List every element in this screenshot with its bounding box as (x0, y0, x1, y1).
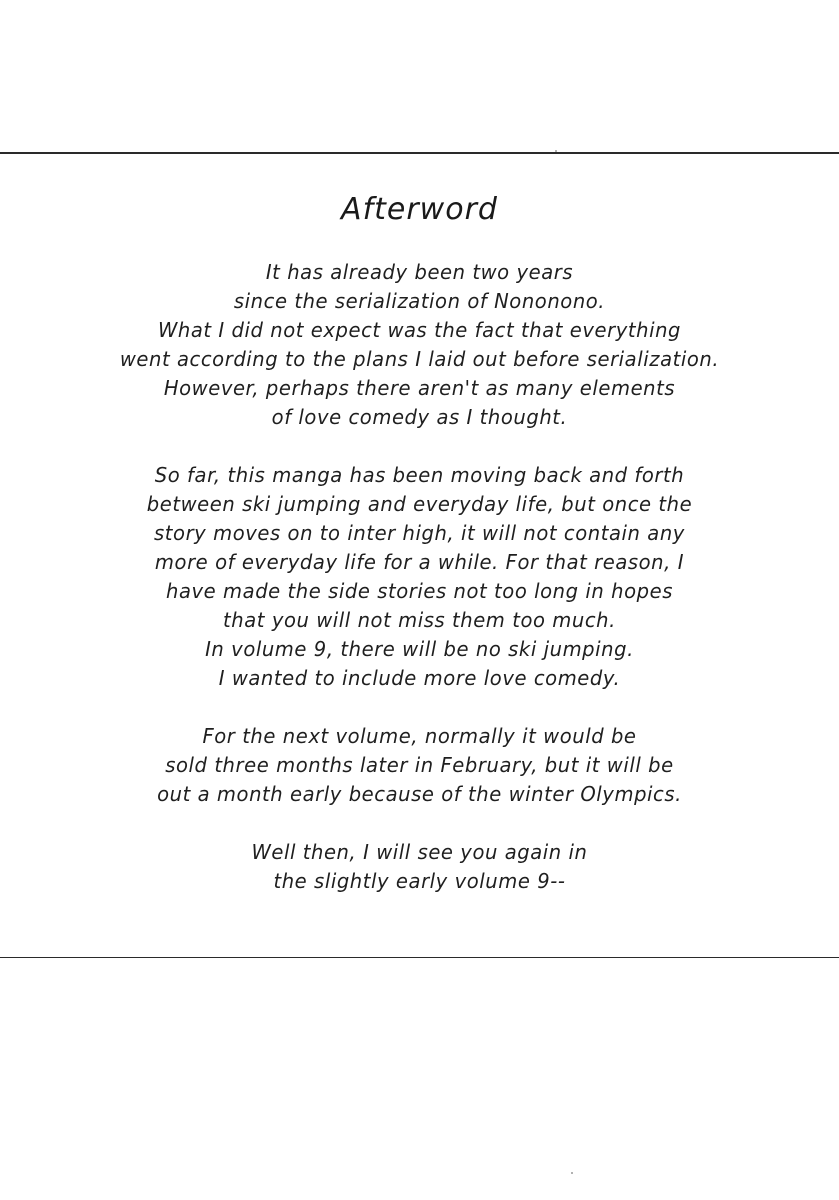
text-line: Well then, I will see you again in (251, 840, 588, 864)
paragraph-2 (0, 461, 839, 693)
paragraph-4 (0, 838, 839, 896)
afterword-section (0, 190, 839, 925)
text-line: of love comedy as I thought. (271, 405, 568, 429)
text-line: out a month early because of the winter Olympics. (157, 782, 682, 806)
paper-speck (555, 150, 557, 152)
bottom-divider (0, 957, 839, 958)
text-line: that you will not miss them too much. (223, 608, 616, 632)
text-line: story moves on to inter high, it will not contain any (154, 521, 685, 545)
text-line: What I did not expect was the fact that everything (157, 318, 682, 342)
text-line: since the serialization of Nononono. (233, 289, 606, 313)
text-line: more of everyday life for a while. For that reason, I (154, 550, 685, 574)
paper-speck (571, 1172, 573, 1174)
text-line: In volume 9, there will be no ski jumping. (205, 637, 634, 661)
text-line: have made the side stories not too long in hopes (165, 579, 673, 603)
text-line: However, perhaps there aren't as many elements (163, 376, 676, 400)
text-line: between ski jumping and everyday life, but once the (146, 492, 693, 516)
text-line: went according to the plans I laid out before serialization. (119, 347, 720, 371)
page-title: Afterword (341, 192, 498, 227)
text-line: the slightly early volume 9-- (273, 869, 566, 893)
text-line: sold three months later in February, but it will be (165, 753, 674, 777)
text-line: For the next volume, normally it would be (202, 724, 637, 748)
text-line: So far, this manga has been moving back and forth (154, 463, 685, 487)
text-line: I wanted to include more love comedy. (218, 666, 621, 690)
paragraph-1 (0, 258, 839, 432)
top-divider (0, 152, 839, 154)
text-line: It has already been two years (265, 260, 574, 284)
paragraph-3 (0, 722, 839, 809)
